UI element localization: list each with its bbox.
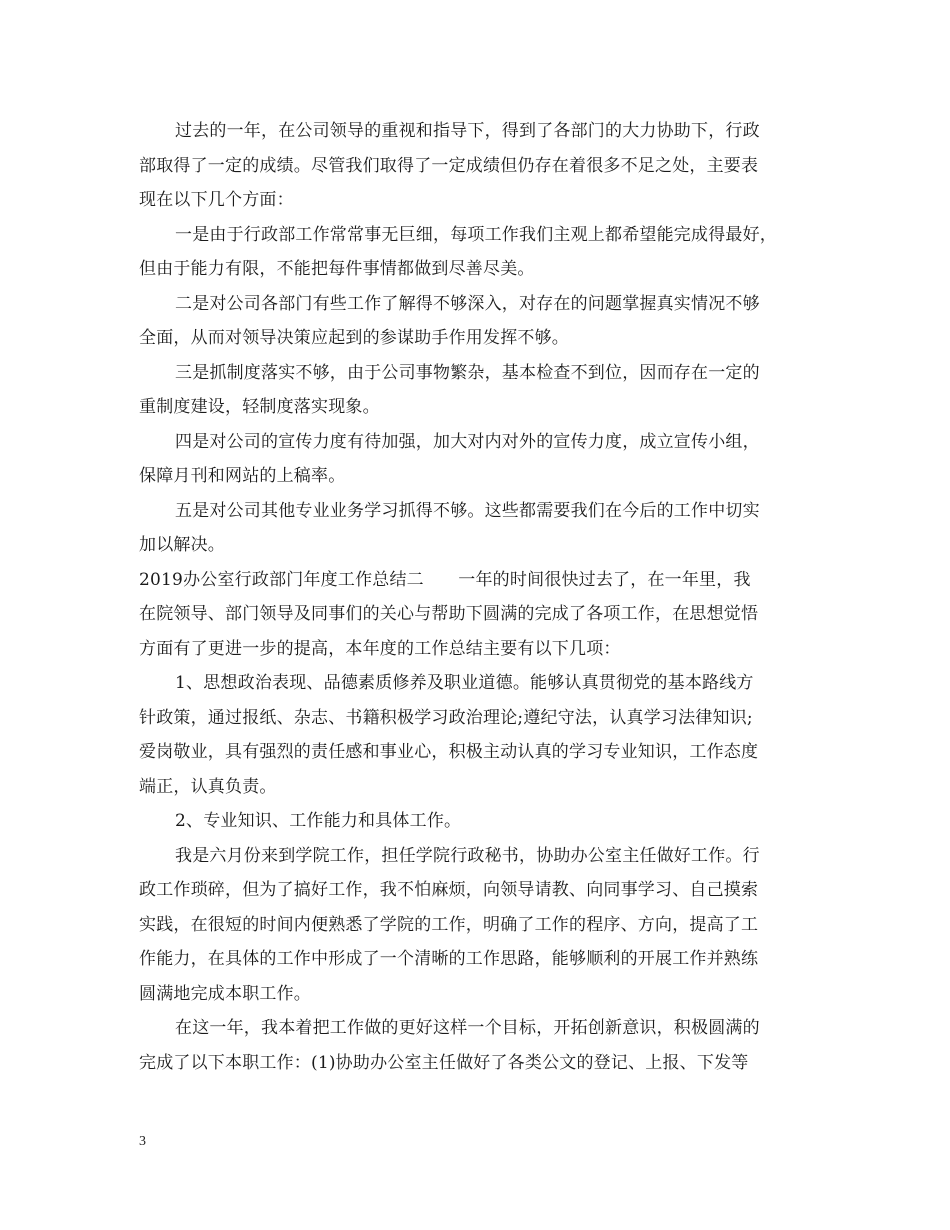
- text-line: 重制度建设，轻制度落实现象。: [139, 397, 380, 417]
- text-line: 2019办公室行政部门年度工作总结二 一年的时间很快过去了，在一年里，我: [139, 569, 751, 590]
- text-line: 在院领导、部门领导及同事们的关心与帮助下圆满的完成了各项工作，在思想觉悟: [139, 604, 759, 624]
- text-line: 方面有了更进一步的提高，本年度的工作总结主要有以下几项：: [139, 638, 621, 659]
- text-line: 五是对公司其他专业业务学习抓得不够。这些都需要我们在今后的工作中切实: [175, 500, 760, 521]
- text-line: 全面，从而对领导决策应起到的参谋助手作用发挥不够。: [139, 328, 569, 348]
- text-line: 二是对公司各部门有些工作了解得不够深入，对存在的问题掌握真实情况不够: [175, 293, 760, 314]
- page-number: 3: [139, 1134, 146, 1149]
- text-line: 部取得了一定的成绩。尽管我们取得了一定成绩但仍存在着很多不足之处，主要表: [139, 155, 759, 176]
- text-line: 完成了以下本职工作：(1)协助办公室主任做好了各类公文的登记、上报、下发等: [139, 1052, 749, 1073]
- document-body: [139, 114, 825, 1080]
- text-line: 政工作琐碎，但为了搞好工作，我不怕麻烦，向领导请教、向同事学习、自己摸索: [139, 880, 759, 900]
- text-line: 针政策，通过报纸、杂志、书籍积极学习政治理论;遵纪守法，认真学习法律知识;: [139, 707, 753, 728]
- text-line: 过去的一年，在公司领导的重视和指导下，得到了各部门的大力协助下，行政: [175, 121, 760, 141]
- text-line: 1、思想政治表现、品德素质修养及职业道德。能够认真贯彻党的基本路线方: [175, 673, 754, 693]
- text-line: 但由于能力有限，不能把每件事情都做到尽善尽美。: [139, 259, 535, 279]
- text-line: 实践，在很短的时间内便熟悉了学院的工作，明确了工作的程序、方向，提高了工: [139, 914, 759, 935]
- text-line: 爱岗敬业，具有强烈的责任感和事业心，积极主动认真的学习专业知识，工作态度: [139, 742, 759, 762]
- text-line: 端正，认真负责。: [139, 776, 277, 797]
- text-line: 圆满地完成本职工作。: [139, 983, 311, 1004]
- text-line: 四是对公司的宣传力度有待加强，加大对内对外的宣传力度，成立宣传小组，: [175, 431, 760, 452]
- text-line: 2、专业知识、工作能力和具体工作。: [175, 811, 462, 831]
- text-line: 加以解决。: [139, 535, 225, 555]
- text-line: 现在以下几个方面：: [139, 190, 294, 210]
- text-line: 三是抓制度落实不够，由于公司事物繁杂，基本检查不到位，因而存在一定的: [175, 362, 760, 383]
- text-line: 在这一年，我本着把工作做的更好这样一个目标，开拓创新意识，积极圆满的: [175, 1018, 760, 1038]
- text-line: 保障月刊和网站的上稿率。: [139, 466, 346, 486]
- text-line: 一是由于行政部工作常常事无巨细，每项工作我们主观上都希望能完成得最好，: [175, 224, 777, 245]
- text-line: 作能力，在具体的工作中形成了一个清晰的工作思路，能够顺利的开展工作并熟练: [139, 949, 759, 969]
- text-line: 我是六月份来到学院工作，担任学院行政秘书，协助办公室主任做好工作。行: [175, 845, 760, 866]
